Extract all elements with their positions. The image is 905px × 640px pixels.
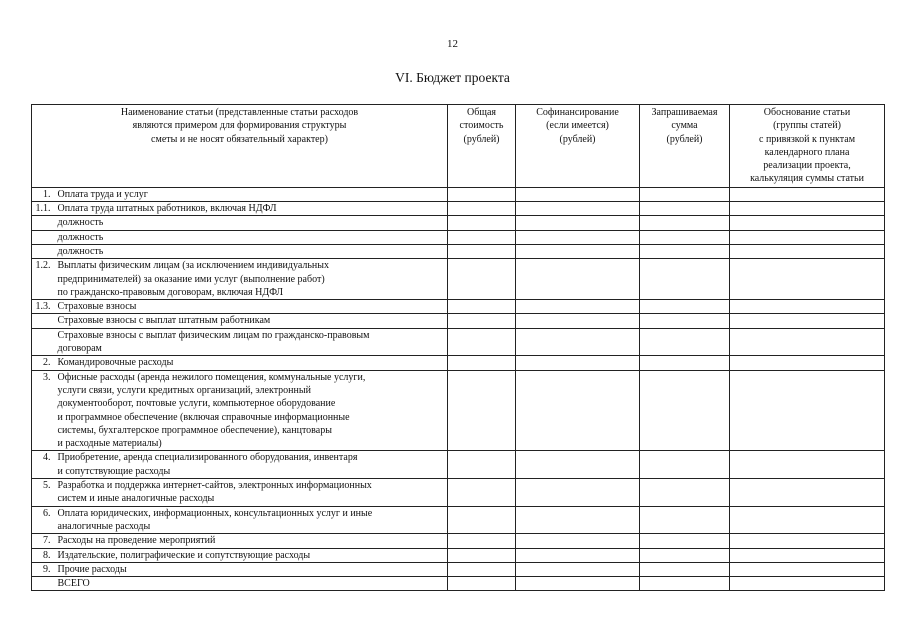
row-item-name: Оплата юридических, информационных, консультационных услуг и иные аналогичные расходы bbox=[58, 506, 448, 534]
budget-rows bbox=[32, 187, 885, 591]
table-row bbox=[32, 244, 885, 258]
table-row bbox=[32, 534, 885, 548]
justification-cell[interactable] bbox=[730, 216, 885, 230]
total-cost-cell[interactable] bbox=[448, 356, 516, 370]
requested-amount-cell[interactable] bbox=[640, 370, 730, 451]
justification-cell[interactable] bbox=[730, 577, 885, 591]
cofinancing-cell[interactable] bbox=[516, 314, 640, 328]
table-row bbox=[32, 300, 885, 314]
total-cost-cell[interactable] bbox=[448, 577, 516, 591]
row-number bbox=[32, 314, 58, 328]
table-row bbox=[32, 356, 885, 370]
row-number: 2. bbox=[32, 356, 58, 370]
justification-cell[interactable] bbox=[730, 534, 885, 548]
table-row bbox=[32, 216, 885, 230]
row-item-name: ВСЕГО bbox=[58, 577, 448, 591]
cofinancing-cell[interactable] bbox=[516, 202, 640, 216]
cofinancing-cell[interactable] bbox=[516, 562, 640, 576]
row-number: 1.1. bbox=[32, 202, 58, 216]
row-number: 1. bbox=[32, 187, 58, 201]
total-cost-cell[interactable] bbox=[448, 300, 516, 314]
table-row bbox=[32, 451, 885, 479]
requested-amount-cell[interactable] bbox=[640, 244, 730, 258]
row-item-name: Страховые взносы bbox=[58, 300, 448, 314]
table-row bbox=[32, 202, 885, 216]
table-row bbox=[32, 577, 885, 591]
row-item-name: Выплаты физическим лицам (за исключением индивидуальных предпринимателей) за оказание ими услуг (выполнение работ) по гражданско-правовым договорам, включая НДФЛ bbox=[58, 259, 448, 300]
row-item-name: Оплата труда штатных работников, включая НДФЛ bbox=[58, 202, 448, 216]
total-cost-cell[interactable] bbox=[448, 451, 516, 479]
total-cost-cell[interactable] bbox=[448, 548, 516, 562]
justification-cell[interactable] bbox=[730, 356, 885, 370]
row-number: 1.2. bbox=[32, 259, 58, 300]
row-item-name: должность bbox=[58, 244, 448, 258]
justification-cell[interactable] bbox=[730, 244, 885, 258]
requested-amount-cell[interactable] bbox=[640, 506, 730, 534]
table-row bbox=[32, 314, 885, 328]
justification-cell[interactable] bbox=[730, 562, 885, 576]
cofinancing-cell[interactable] bbox=[516, 244, 640, 258]
table-row bbox=[32, 328, 885, 356]
cofinancing-cell[interactable] bbox=[516, 356, 640, 370]
justification-cell[interactable] bbox=[730, 479, 885, 507]
header-justification: Обоснование статьи (группы статей) с привязкой к пунктам календарного плана реализации проекта, калькуляция суммы статьи bbox=[730, 105, 885, 188]
table-row bbox=[32, 506, 885, 534]
requested-amount-cell[interactable] bbox=[640, 479, 730, 507]
row-item-name: Разработка и поддержка интернет-сайтов, электронных информационных систем и иные аналогичные расходы bbox=[58, 479, 448, 507]
row-number: 6. bbox=[32, 506, 58, 534]
requested-amount-cell[interactable] bbox=[640, 577, 730, 591]
total-cost-cell[interactable] bbox=[448, 328, 516, 356]
cofinancing-cell[interactable] bbox=[516, 187, 640, 201]
row-item-name: должность bbox=[58, 230, 448, 244]
justification-cell[interactable] bbox=[730, 230, 885, 244]
row-item-name: должность bbox=[58, 216, 448, 230]
requested-amount-cell[interactable] bbox=[640, 202, 730, 216]
table-row bbox=[32, 259, 885, 300]
cofinancing-cell[interactable] bbox=[516, 300, 640, 314]
row-item-name: Страховые взносы с выплат штатным работникам bbox=[58, 314, 448, 328]
justification-cell[interactable] bbox=[730, 328, 885, 356]
total-cost-cell[interactable] bbox=[448, 244, 516, 258]
total-cost-cell[interactable] bbox=[448, 562, 516, 576]
total-cost-cell[interactable] bbox=[448, 202, 516, 216]
total-cost-cell[interactable] bbox=[448, 370, 516, 451]
row-number bbox=[32, 577, 58, 591]
requested-amount-cell[interactable] bbox=[640, 300, 730, 314]
justification-cell[interactable] bbox=[730, 300, 885, 314]
cofinancing-cell[interactable] bbox=[516, 370, 640, 451]
budget-table bbox=[31, 104, 885, 591]
row-number bbox=[32, 328, 58, 356]
total-cost-cell[interactable] bbox=[448, 534, 516, 548]
justification-cell[interactable] bbox=[730, 314, 885, 328]
row-number: 3. bbox=[32, 370, 58, 451]
page-number: 12 bbox=[447, 38, 458, 50]
row-item-name: Приобретение, аренда специализированного оборудования, инвентаря и сопутствующие расходы bbox=[58, 451, 448, 479]
row-number: 9. bbox=[32, 562, 58, 576]
justification-cell[interactable] bbox=[730, 506, 885, 534]
header-item-name: Наименование статьи (представленные статьи расходов являются примером для формирования структуры сметы и не носят обязательный характер) bbox=[32, 105, 448, 188]
table-header-row bbox=[32, 105, 885, 188]
cofinancing-cell[interactable] bbox=[516, 451, 640, 479]
row-item-name: Командировочные расходы bbox=[58, 356, 448, 370]
justification-cell[interactable] bbox=[730, 451, 885, 479]
cofinancing-cell[interactable] bbox=[516, 259, 640, 300]
table-row bbox=[32, 479, 885, 507]
requested-amount-cell[interactable] bbox=[640, 451, 730, 479]
cofinancing-cell[interactable] bbox=[516, 548, 640, 562]
requested-amount-cell[interactable] bbox=[640, 328, 730, 356]
justification-cell[interactable] bbox=[730, 202, 885, 216]
row-item-name: Офисные расходы (аренда нежилого помещения, коммунальные услуги, услуги связи, услуги кредитных организаций, электронный документооборот, почтовые услуги, компьютерное оборудование и программное обеспечение (включая справочные информационные системы, бухгалтерское программное обеспечение), канцтовары и расходные материалы) bbox=[58, 370, 448, 451]
row-item-name: Страховые взносы с выплат физическим лицам по гражданско-правовым договорам bbox=[58, 328, 448, 356]
total-cost-cell[interactable] bbox=[448, 259, 516, 300]
cofinancing-cell[interactable] bbox=[516, 479, 640, 507]
requested-amount-cell[interactable] bbox=[640, 187, 730, 201]
row-item-name: Расходы на проведение мероприятий bbox=[58, 534, 448, 548]
total-cost-cell[interactable] bbox=[448, 187, 516, 201]
requested-amount-cell[interactable] bbox=[640, 259, 730, 300]
table-row bbox=[32, 562, 885, 576]
justification-cell[interactable] bbox=[730, 187, 885, 201]
total-cost-cell[interactable] bbox=[448, 216, 516, 230]
row-item-name: Оплата труда и услуг bbox=[58, 187, 448, 201]
table-row bbox=[32, 230, 885, 244]
justification-cell[interactable] bbox=[730, 259, 885, 300]
table-row bbox=[32, 187, 885, 201]
row-number: 8. bbox=[32, 548, 58, 562]
row-number: 5. bbox=[32, 479, 58, 507]
row-item-name: Прочие расходы bbox=[58, 562, 448, 576]
row-number bbox=[32, 244, 58, 258]
header-cofinancing: Софинансирование (если имеется) (рублей) bbox=[516, 105, 640, 188]
requested-amount-cell[interactable] bbox=[640, 562, 730, 576]
section-title: VI. Бюджет проекта bbox=[395, 70, 510, 85]
row-number: 1.3. bbox=[32, 300, 58, 314]
cofinancing-cell[interactable] bbox=[516, 534, 640, 548]
cofinancing-cell[interactable] bbox=[516, 506, 640, 534]
cofinancing-cell[interactable] bbox=[516, 328, 640, 356]
justification-cell[interactable] bbox=[730, 370, 885, 451]
justification-cell[interactable] bbox=[730, 548, 885, 562]
cofinancing-cell[interactable] bbox=[516, 216, 640, 230]
row-number bbox=[32, 216, 58, 230]
row-item-name: Издательские, полиграфические и сопутствующие расходы bbox=[58, 548, 448, 562]
total-cost-cell[interactable] bbox=[448, 479, 516, 507]
requested-amount-cell[interactable] bbox=[640, 548, 730, 562]
row-number bbox=[32, 230, 58, 244]
table-row bbox=[32, 370, 885, 451]
requested-amount-cell[interactable] bbox=[640, 216, 730, 230]
total-cost-cell[interactable] bbox=[448, 314, 516, 328]
cofinancing-cell[interactable] bbox=[516, 577, 640, 591]
requested-amount-cell[interactable] bbox=[640, 230, 730, 244]
header-requested-amount: Запрашиваемая сумма (рублей) bbox=[640, 105, 730, 188]
table-row bbox=[32, 548, 885, 562]
total-cost-cell[interactable] bbox=[448, 230, 516, 244]
row-number: 4. bbox=[32, 451, 58, 479]
header-total-cost: Общая стоимость (рублей) bbox=[448, 105, 516, 188]
requested-amount-cell[interactable] bbox=[640, 314, 730, 328]
row-number: 7. bbox=[32, 534, 58, 548]
requested-amount-cell[interactable] bbox=[640, 534, 730, 548]
cofinancing-cell[interactable] bbox=[516, 230, 640, 244]
total-cost-cell[interactable] bbox=[448, 506, 516, 534]
requested-amount-cell[interactable] bbox=[640, 356, 730, 370]
